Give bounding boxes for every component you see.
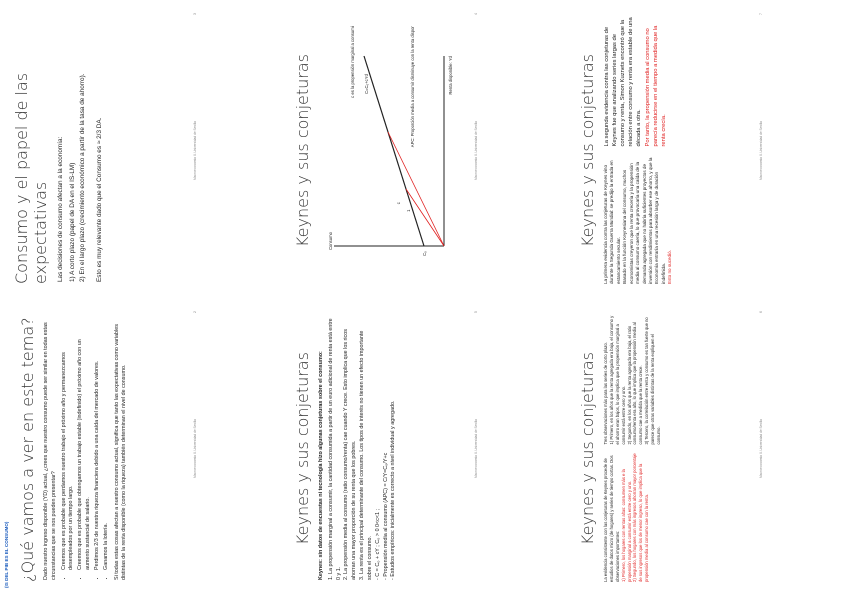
- slide-title: Keynes y sus conjeturas: [578, 352, 597, 546]
- slide-que-vamos-a-ver: [0, 305, 201, 592]
- slide-number: 5: [474, 311, 478, 313]
- slide-footer: Macroeconomía II. Universidad de Sevilla: [474, 121, 478, 180]
- annotation-apc: APC: Proporción media a consumir disminuye con la renta disponible: [410, 26, 415, 148]
- intercept-label: C₀: [422, 251, 427, 256]
- paragraph: Las decisiones de consumo afectan a la economía:: [57, 136, 64, 282]
- slide-title: Keynes y sus conjeturas: [293, 54, 312, 248]
- list-item: • Perdimos 2/3 de nuestra riqueza financiera debido a una caída del mercado de valores.: [94, 317, 102, 570]
- slide-consumo-expectativas: [0, 7, 201, 294]
- list-item: La primera evidencia contra las conjeturas de Keynes vino durante la Segunda Guerra Mundial: se predijo la entrada en estancamiento secular.: [603, 160, 621, 284]
- slide-footer: Macroeconomía II. Universidad de Sevilla: [193, 121, 197, 180]
- paragraph: Dado nuestro ingreso disponible (YD) actual, ¿crees que nuestro consumo puede ser similar en todas estas circunstancias que se nos pueden presentar?: [43, 322, 57, 580]
- slide-body: [43, 317, 129, 580]
- chart-svg: [319, 26, 469, 276]
- list-item: 1) Primero, los hogares con rentas altas: consumen más e la propensión marginal a consumir está entre cero y uno.: [620, 469, 632, 582]
- slide-body: [56, 19, 104, 282]
- slide-number: 7: [759, 13, 763, 15]
- list-item: • Creemos que es probable que perdamos nuestro trabajo el próximo año y permanezcamos desempleados por un tiempo largo.: [61, 317, 77, 570]
- two-column-body: [603, 17, 674, 284]
- y-axis-label: Consumo: [328, 232, 333, 250]
- list-item: • Creemos que es probable que obtengamos un trabajo estable (indefinido) el próximo año con un aumento sustancial de salario.: [77, 317, 93, 570]
- annotation-equation: C=C₀+cYd: [364, 74, 369, 94]
- list-item: Por tanto, la propensión media al consumo no parecía reducirse en el tiempo a medida que la renta crecía.: [644, 25, 667, 147]
- formula: - C = C₀ + cY ; C₀ > 0 0<c<1 ;: [374, 508, 381, 580]
- list-item: 1) Primero, en los años que la renta agregada era baja, el consumo y el ahorro eran bajos, lo que implica que la propensión marginal a consumir está entre cero y uno.: [608, 315, 626, 445]
- list-item: 2) Segundo, en los años que la renta agregada era baja, el ratio consumo/renta era alto, lo que implica que la propensión media al consumo cae a medida que la renta crece.: [626, 322, 644, 445]
- slide-title: Keynes y sus conjeturas: [293, 352, 312, 546]
- apc-formula: - Propensión media al consumo (APC) = C/Y=C₀/Y+c: [382, 452, 389, 580]
- slide-footer: Macroeconomía II. Universidad de Sevilla: [759, 419, 763, 478]
- x-axis-label: Renta disponible: Yd: [448, 56, 453, 95]
- list-item: Esto no sucedió.: [667, 250, 673, 284]
- list-item: La segunda evidencia contra las conjeturas de Keynes fue que analizando series largas de consumo y renta, Simon Kuznets encontró que la relación entre consumo y renta era estable de una década a otra.: [604, 17, 643, 147]
- paragraph-lead: Keynes: sin datos de encuestas ni tecnología hizo algunas conjeturas sobre el consumo:: [318, 351, 324, 580]
- slide-title: Keynes y sus conjeturas: [578, 54, 597, 248]
- slide-keynes-conjeturas-1: [281, 305, 482, 592]
- right-column: [603, 315, 662, 445]
- paragraph: Si todas estas cosas afectan a nuestro consumo actual, significa que tanto las expectativas como variables distintas de la renta disponible (como la riqueza) también determinan el nivel de consumo.: [113, 324, 128, 580]
- list-item: La evidencia consistente con las conjeturas de Keynes procede de estudios de datos micro (de hogares) y series de tiempo cortas. Dos observaciones importantes:: [603, 455, 620, 582]
- annotation-one: 1: [406, 209, 411, 212]
- left-column: [603, 155, 674, 285]
- list-item: 3. La renta es el principal determinante del consumo. Los tipos de interés no tienen un efecto importante sobre el consumo.: [359, 330, 373, 580]
- two-column-body: [603, 315, 662, 582]
- paragraph: Esto es muy relevante dado que el Consumo es ≈ 2/3 DA.: [95, 117, 103, 282]
- slide-title: Consumo y el papel de las expectativas: [12, 72, 50, 284]
- apc-ray-2: [406, 189, 444, 246]
- list-item: 2) Segundo, los hogares con más ingresos ahorran mayor porcentaje de sus ingresos que los de menor ingreso, lo que implica que la propensión media al consumo cae con la renta.: [632, 453, 650, 582]
- consumption-line: [364, 56, 424, 246]
- list-item: 2. La propensión media al consumo (ratio consumo/renta) cae cuando Y crece. Esto implica que los ricos ahorran una mayor proporción de su renta que los pobres.: [343, 329, 358, 580]
- slide-number: 6: [759, 311, 763, 313]
- list-item: • Ganamos la lotería.: [103, 317, 111, 570]
- slide-footer: Macroeconomía II. Universidad de Sevilla: [759, 121, 763, 180]
- annotation-mpc: c es la propensión marginal a consumir: [350, 26, 355, 98]
- slide-footer: Macroeconomía II. Universidad de Sevilla: [474, 419, 478, 478]
- slide-footer: Macroeconomía II. Universidad de Sevilla: [193, 419, 197, 478]
- consumption-chart: [319, 26, 469, 276]
- slide-keynes-chart: [281, 7, 482, 294]
- left-column: [603, 453, 662, 583]
- slide-title: ¿Qué vamos a ver en este tema?: [18, 317, 37, 582]
- slide-number: 4: [474, 13, 478, 15]
- annotation-slope-c: c: [396, 202, 401, 205]
- slide-number: 3: [193, 13, 197, 15]
- list-item: Tres observaciones más para las series de corto plazo.: [603, 342, 608, 445]
- list-item: Basado en la función Keynesiana del consumo, muchos economistas creyeron que la renta crecería y la propensión media al consumo caería, lo que provocaría una caída de la demanda agregada que no habría suficientes proyectos de inversión con rendimientos para absorber ese ahorro, y que la Economía entraría en una recesión larga y de duración indefinida.: [622, 157, 666, 284]
- slide-number: 2: [193, 311, 197, 313]
- bullet-list: [61, 317, 111, 580]
- list-item: 2) En el largo plazo (crecimiento económico a partir de la tasa de ahorro).: [78, 73, 86, 282]
- empirical-note: - Estudios empíricos: inicialmente es correcto a nivel individual y agregado.: [390, 400, 397, 580]
- list-item: 3) Tercero, la correlación entre renta y consumo es tan fuerte que no parece que otras variables distintas de la renta expliquen el consumo.: [644, 317, 661, 445]
- slide-keynes-conjeturas-3: [566, 7, 767, 294]
- right-column: [603, 17, 674, 147]
- list-item: 1. La propensión marginal a consumir, la cantidad consumida a partir de un euro adicional de renta está entre 0 y 1.: [327, 318, 342, 580]
- slide-body: [318, 317, 398, 580]
- list-item: 1) A corto plazo (papel de DA en el IS-LM): [69, 162, 77, 282]
- slide-corner-note: (IS DEL PIB ES EL CONSUMO): [4, 521, 9, 588]
- apc-ray-1: [388, 132, 444, 246]
- slide-keynes-conjeturas-2: [566, 305, 767, 592]
